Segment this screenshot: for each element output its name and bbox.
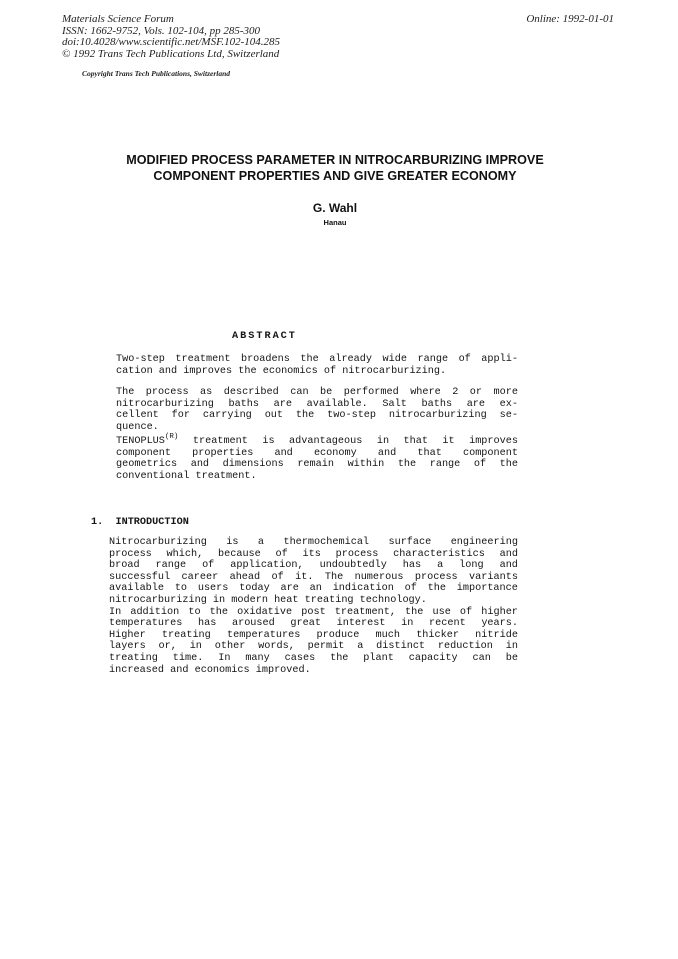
word: and xyxy=(377,447,397,459)
word: are xyxy=(280,583,299,595)
word: range xyxy=(155,560,187,572)
paper-title-line-2: COMPONENT PROPERTIES AND GIVE GREATER ECONOMY xyxy=(153,169,517,183)
section-title: INTRODUCTION xyxy=(115,517,189,528)
text-line xyxy=(109,583,518,595)
word: aroused xyxy=(231,618,275,630)
text-line xyxy=(109,630,518,642)
word: numerous xyxy=(354,571,404,583)
word: conventional treatment. xyxy=(116,470,257,482)
word: nitrocarburizing xyxy=(116,398,214,410)
word: process xyxy=(109,548,152,560)
word: is xyxy=(262,436,275,447)
text-line xyxy=(116,422,518,434)
word: in xyxy=(505,641,518,653)
word: the xyxy=(427,583,446,595)
word: of xyxy=(275,548,288,560)
copyright-notice: Copyright Trans Tech Publications, Switzerland xyxy=(82,69,231,78)
word: increased and economics improved. xyxy=(109,664,311,676)
abstract-paragraph-2 xyxy=(116,387,518,433)
word: component xyxy=(116,447,172,459)
word: much xyxy=(375,629,400,641)
word: of xyxy=(473,459,487,471)
word: nitrocarburizing in modern heat treating technology. xyxy=(109,594,427,606)
word: process xyxy=(335,548,379,560)
word: wide xyxy=(382,354,407,365)
word: produce xyxy=(316,629,360,641)
word: described xyxy=(223,387,279,398)
abstract-paragraph-3-rest xyxy=(116,448,518,483)
word: an xyxy=(309,583,322,595)
section-heading-introduction xyxy=(91,517,189,529)
word: broad xyxy=(109,560,140,572)
word: its xyxy=(302,548,321,560)
word: to xyxy=(174,583,188,595)
word: other xyxy=(214,641,246,653)
word: Higher xyxy=(109,629,146,641)
word: the xyxy=(397,459,417,471)
word: more xyxy=(493,387,518,398)
word: quence. xyxy=(116,421,159,433)
word: treating xyxy=(109,652,158,664)
text-line xyxy=(116,448,518,460)
abstract-paragraph-3 xyxy=(116,433,518,482)
word: baths xyxy=(421,398,453,410)
word: or, xyxy=(158,641,177,653)
word: use xyxy=(432,606,451,618)
word: be xyxy=(505,652,518,664)
word: of xyxy=(271,571,284,583)
word: baths xyxy=(228,398,260,410)
word: range xyxy=(417,354,449,365)
word: temperatures xyxy=(226,629,301,641)
word: performed xyxy=(343,387,399,398)
word: interest xyxy=(336,618,386,630)
word: broadens xyxy=(240,354,290,365)
text-line xyxy=(109,595,518,607)
word: cation and improves the economics of nitrocarburizing. xyxy=(116,365,447,377)
word: Two-step xyxy=(116,354,165,365)
word: layers xyxy=(109,641,146,653)
word: surface xyxy=(388,537,432,548)
word: The xyxy=(116,387,135,398)
word: range xyxy=(429,459,461,471)
text-line xyxy=(109,665,518,677)
word: distinct xyxy=(376,641,426,653)
word: economy xyxy=(313,447,357,459)
word: a xyxy=(357,641,364,653)
word: available. xyxy=(306,398,368,410)
word: higher xyxy=(481,606,518,618)
word: it xyxy=(442,436,455,447)
word: can xyxy=(290,387,309,398)
word: time. xyxy=(172,652,204,664)
citation-header xyxy=(62,14,402,60)
word: remain xyxy=(297,459,334,471)
author-name: G. Wahl xyxy=(312,201,358,215)
word: the xyxy=(300,354,319,365)
word: that xyxy=(403,436,428,447)
doi-line: doi:10.4028/www.scientific.net/MSF.102-104.285 xyxy=(62,36,281,49)
word: it. xyxy=(295,571,314,583)
word: the xyxy=(330,652,349,664)
author-affiliation: Hanau xyxy=(323,218,347,227)
text-line xyxy=(109,653,518,665)
word: appli- xyxy=(481,354,518,365)
word: available xyxy=(109,583,165,595)
text-line xyxy=(109,618,518,630)
word: successful xyxy=(109,571,171,583)
word: that xyxy=(417,447,442,459)
word: are xyxy=(273,398,292,410)
text-line xyxy=(109,537,518,549)
text-line xyxy=(109,641,518,653)
word: treating xyxy=(161,629,211,641)
word: nitride xyxy=(475,629,518,641)
online-date: Online: 1992-01-01 xyxy=(526,13,614,25)
word: The xyxy=(324,571,344,583)
text-line xyxy=(116,399,518,411)
word: to xyxy=(188,606,201,618)
text-line xyxy=(116,354,518,366)
text-line xyxy=(109,572,518,584)
word: of xyxy=(458,354,471,365)
word: the xyxy=(405,606,424,618)
word: component xyxy=(462,447,518,459)
abstract-paragraph-3-line-1 xyxy=(116,433,518,448)
word: the xyxy=(499,459,518,471)
word: addition xyxy=(130,606,180,618)
word: In xyxy=(109,606,122,618)
word: within xyxy=(347,459,385,471)
word: today xyxy=(239,583,270,595)
word: Nitrocarburizing xyxy=(109,537,207,548)
journal-name: Materials Science Forum xyxy=(62,13,174,25)
word: treatment xyxy=(192,436,248,447)
word: which, xyxy=(166,548,204,560)
word: are xyxy=(466,398,486,410)
text-line xyxy=(116,459,518,471)
word: variants xyxy=(469,571,518,583)
word: words, xyxy=(258,641,295,653)
word: great xyxy=(290,618,321,630)
word: already xyxy=(329,354,373,365)
word: temperatures xyxy=(109,618,183,630)
word: long xyxy=(459,560,484,572)
word: users xyxy=(197,583,229,595)
word: process xyxy=(145,387,189,398)
word: as xyxy=(200,387,213,398)
word: engineering xyxy=(450,537,518,548)
word: indication xyxy=(332,583,394,595)
word: and xyxy=(274,447,293,459)
word: improves xyxy=(469,436,518,447)
word: the xyxy=(209,606,229,618)
word: oxidative xyxy=(237,606,293,618)
paper-title-line-1: MODIFIED PROCESS PARAMETER IN NITROCARBURIZING IMPROVE xyxy=(126,153,544,167)
word: application, xyxy=(230,560,304,572)
text-line xyxy=(109,549,518,561)
word: because xyxy=(217,548,261,560)
word: cases xyxy=(284,652,316,664)
tenoplus-name: TENOPLUS xyxy=(116,436,165,447)
word: cellent xyxy=(116,410,159,422)
word: career xyxy=(181,571,219,583)
text-line xyxy=(109,607,518,619)
word: or xyxy=(469,387,483,398)
word: process xyxy=(414,571,458,583)
word: the xyxy=(295,410,315,422)
section-number: 1. xyxy=(91,517,104,528)
word: se- xyxy=(499,410,518,422)
word: in xyxy=(401,618,414,630)
word: treatment, xyxy=(334,606,396,618)
word: and xyxy=(499,560,518,572)
word: a xyxy=(437,560,444,572)
word: thermochemical xyxy=(283,537,370,548)
registered-mark: (R) xyxy=(164,433,179,441)
abstract-paragraph-1 xyxy=(116,354,518,377)
word: ex- xyxy=(499,398,518,410)
word: and xyxy=(499,548,518,560)
word: permit xyxy=(307,641,345,653)
word: a xyxy=(257,537,265,548)
word: of xyxy=(404,583,417,595)
word: many xyxy=(245,652,270,664)
introduction-body xyxy=(109,537,518,676)
word: has xyxy=(402,560,422,572)
text-line xyxy=(116,366,518,378)
word: importance xyxy=(456,583,518,595)
word: and xyxy=(190,459,210,471)
word: in xyxy=(376,436,390,447)
word: carrying xyxy=(202,410,252,422)
abstract-heading: ABSTRACT xyxy=(232,331,297,342)
word: has xyxy=(198,618,217,630)
word: plant xyxy=(363,652,394,664)
word: nitrocarburizing xyxy=(388,410,487,422)
tenoplus-term xyxy=(116,433,179,448)
text-line xyxy=(109,560,518,572)
text-line xyxy=(116,410,518,422)
word: in xyxy=(189,641,202,653)
text-line xyxy=(116,471,518,483)
publisher-copyright-line: © 1992 Trans Tech Publications Ltd, Switzerland xyxy=(62,47,280,60)
issn-line: ISSN: 1662-9752, Vols. 102-104, pp 285-300 xyxy=(62,24,260,37)
word: ahead xyxy=(229,571,261,583)
word: undoubtedly xyxy=(319,560,387,572)
word: of xyxy=(202,560,215,572)
word: thicker xyxy=(416,629,459,641)
word: advantageous xyxy=(289,436,363,447)
word: out xyxy=(264,410,284,422)
word: treatment xyxy=(175,354,231,365)
word: properties xyxy=(192,447,254,459)
word: years. xyxy=(481,618,518,630)
word: reduction xyxy=(437,641,493,653)
word: dimensions xyxy=(222,459,284,471)
word: of xyxy=(459,606,473,618)
word: In xyxy=(218,652,231,664)
word: be xyxy=(320,387,333,398)
word: is xyxy=(226,537,239,548)
word: for xyxy=(171,410,191,422)
word: Salt xyxy=(382,398,407,410)
word: post xyxy=(301,606,326,618)
word: recent xyxy=(429,618,466,630)
word: can xyxy=(472,652,491,664)
word: where xyxy=(410,387,441,398)
word: capacity xyxy=(408,652,458,664)
text-line xyxy=(116,387,518,399)
word: geometrics xyxy=(116,459,178,471)
word: characteristics xyxy=(393,548,485,560)
word: 2 xyxy=(452,387,459,398)
word: two-step xyxy=(327,410,377,422)
